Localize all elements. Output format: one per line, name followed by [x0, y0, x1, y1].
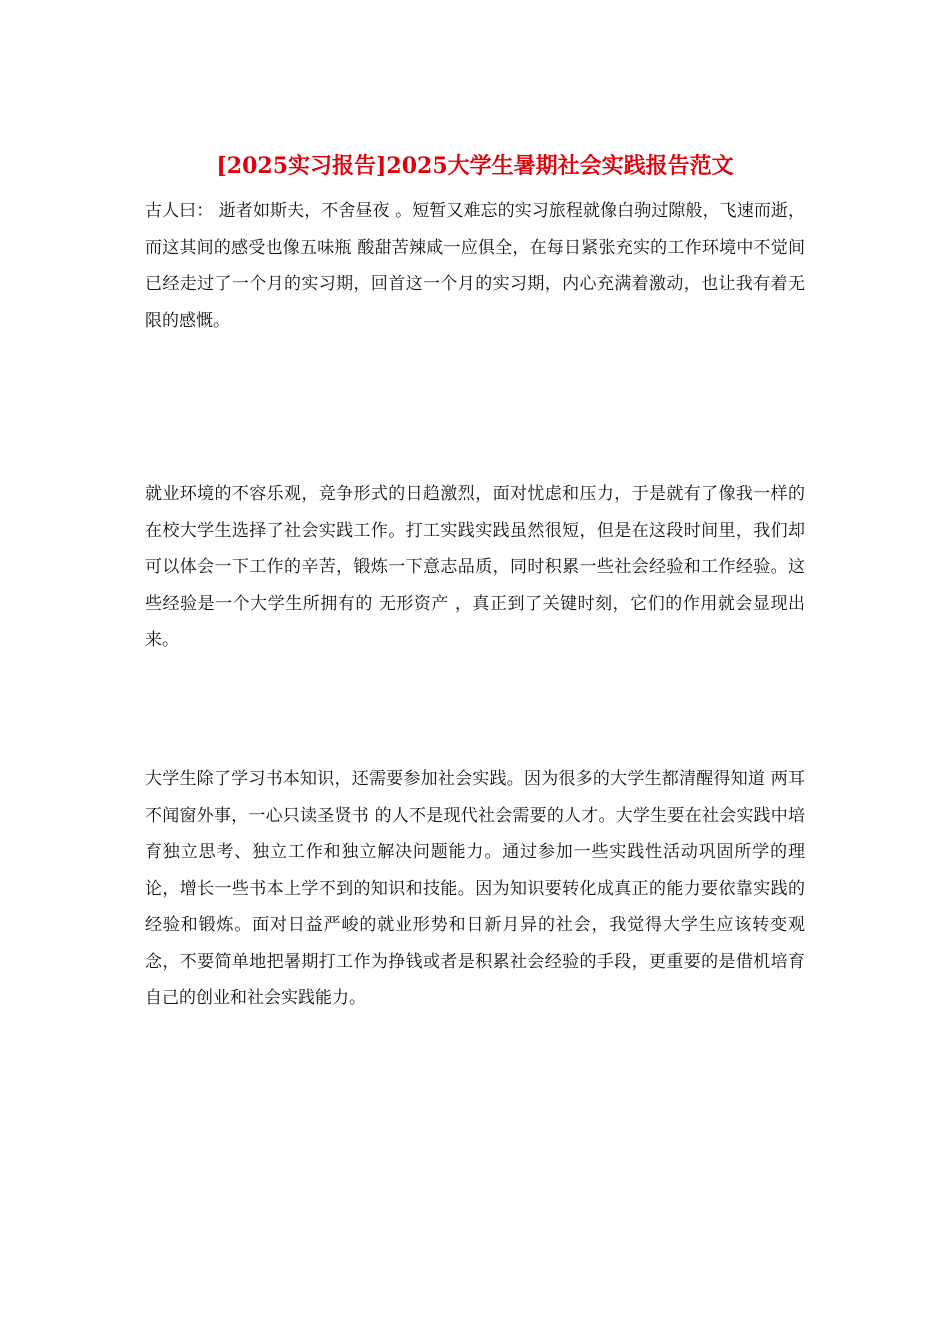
paragraph-2: 就业环境的不容乐观，竞争形式的日趋激烈，面对忧虑和压力，于是就有了像我一样的在校大学生选择了社会实践工作。打工实践实践虽然很短，但是在这段时间里，我们却可以体会一下工作的辛苦，锻炼一下意志品质，同时积累一些社会经验和工作经验。这些经验是一个大学生所拥有的 无形资产 ，真正到了关键时刻，它们的作用就会显现出来。	[145, 484, 805, 650]
paragraph-3: 大学生除了学习书本知识，还需要参加社会实践。因为很多的大学生都清醒得知道 两耳不闻窗外事，一心只读圣贤书 的人不是现代社会需要的人才。大学生要在社会实践中培育独立思考、独立工作和独立解决问题能力。通过参加一些实践性活动巩固所学的理论，增长一些书本上学不到的知识和技能。因为知识要转化成真正的能力要依靠实践的经验和锻炼。面对日益严峻的就业形势和日新月异的社会，我觉得大学生应该转变观念，不要简单地把暑期打工作为挣钱或者是积累社会经验的手段，更重要的是借机培育自己的创业和社会实践能力。	[145, 769, 805, 1008]
document-title: [2025实习报告]2025大学生暑期社会实践报告范文	[216, 153, 734, 179]
paragraph-1: 古人曰： 逝者如斯夫，不舍昼夜 。短暂又难忘的实习旅程就像白驹过隙般，飞速而逝，而这其间的感受也像五味瓶 酸甜苦辣咸一应俱全，在每日紧张充实的工作环境中不觉间已经走过了一个月的实习期，回首这一个月的实习期，内心充满着激动，也让我有着无限的感慨。	[145, 201, 805, 331]
